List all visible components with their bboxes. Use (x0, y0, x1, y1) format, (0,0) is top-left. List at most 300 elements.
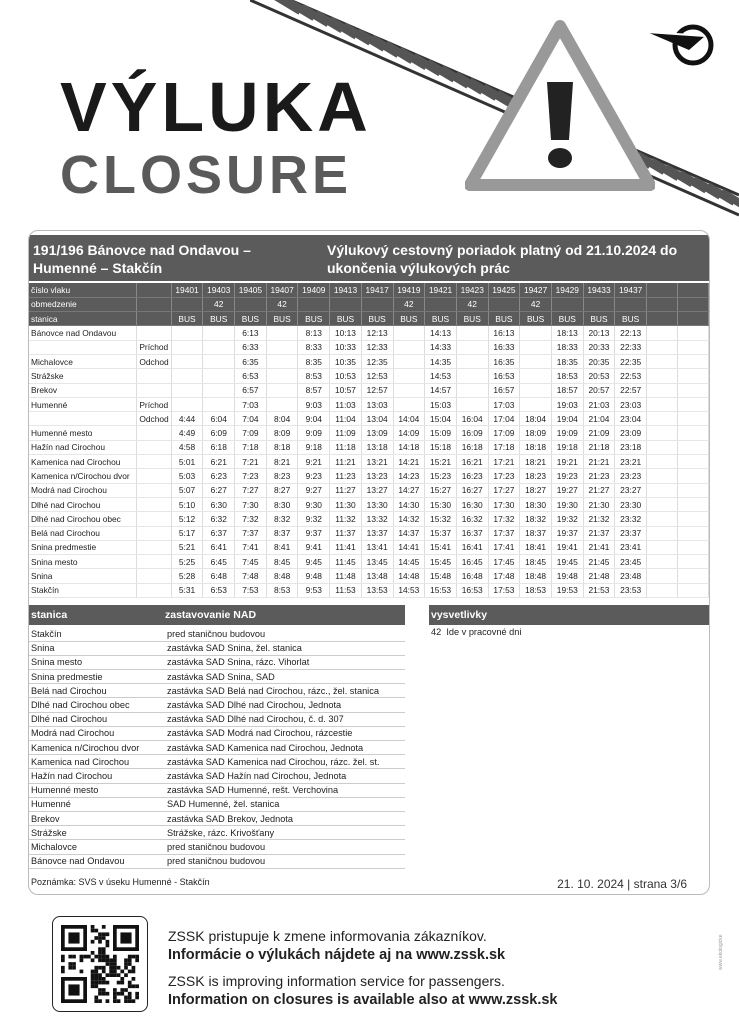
time-cell: 12:13 (361, 326, 393, 340)
time-cell: 11:30 (330, 497, 362, 511)
qr-module (113, 958, 117, 962)
time-cell: 21:23 (583, 469, 615, 483)
time-cell: 15:45 (425, 555, 457, 569)
time-cell: 17:09 (488, 426, 520, 440)
time-cell: 19421 (425, 283, 457, 297)
qr-module (80, 958, 84, 962)
time-cell: 9:45 (298, 555, 330, 569)
time-cell: 4:49 (171, 426, 203, 440)
time-cell (456, 354, 488, 368)
time-cell: 5:12 (171, 512, 203, 526)
time-cell (647, 426, 678, 440)
time-cell: 16:48 (456, 569, 488, 583)
nad-stop: Strážske, rázc. Krivošťany (165, 826, 405, 840)
time-cell: 14:18 (393, 440, 425, 454)
timetable-row (29, 354, 709, 368)
station-cell: Bánovce nad Ondavou (29, 326, 137, 340)
time-cell (647, 340, 678, 354)
time-cell (647, 497, 678, 511)
qr-module (94, 977, 98, 981)
time-cell: 21:41 (583, 540, 615, 554)
time-cell (393, 326, 425, 340)
time-cell: 42 (203, 297, 235, 311)
time-cell: 21:04 (583, 412, 615, 426)
time-cell (171, 383, 203, 397)
qr-module (102, 992, 106, 996)
time-cell: 22:35 (615, 354, 647, 368)
time-cell: 18:57 (551, 383, 583, 397)
time-cell: 18:09 (520, 426, 552, 440)
time-cell: 17:18 (488, 440, 520, 454)
qr-module (98, 966, 102, 970)
qr-module (102, 955, 106, 959)
time-cell (677, 569, 708, 583)
time-cell: 19:37 (551, 526, 583, 540)
time-cell: 5:03 (171, 469, 203, 483)
time-cell: 8:09 (266, 426, 298, 440)
qr-module (98, 999, 102, 1003)
qr-module (94, 936, 98, 940)
time-cell: 11:21 (330, 455, 362, 469)
time-cell (520, 340, 552, 354)
time-cell: 7:37 (235, 526, 267, 540)
time-cell: 13:18 (361, 440, 393, 454)
qr-module (80, 955, 84, 959)
time-cell: 11:23 (330, 469, 362, 483)
qr-module (61, 958, 65, 962)
time-cell: 7:04 (235, 412, 267, 426)
time-cell: 17:48 (488, 569, 520, 583)
station-cell: číslo vlaku (29, 283, 137, 297)
station-cell: Modrá nad Cirochou (29, 483, 137, 497)
nad-row (29, 627, 405, 641)
qr-module (94, 929, 98, 933)
time-cell: 18:53 (520, 583, 552, 597)
time-cell (677, 397, 708, 411)
time-cell (171, 397, 203, 411)
nad-row (29, 840, 405, 854)
explanations-header: vysvetlivky (429, 605, 710, 625)
time-cell: 13:21 (361, 455, 393, 469)
time-cell: 5:28 (171, 569, 203, 583)
time-cell (647, 369, 678, 383)
time-cell: 15:09 (425, 426, 457, 440)
time-cell: 8:45 (266, 555, 298, 569)
time-cell (677, 354, 708, 368)
station-cell: Michalovce (29, 354, 137, 368)
qr-module (124, 962, 128, 966)
station-cell: obmedzenie (29, 297, 137, 311)
time-cell (393, 340, 425, 354)
timetable-row (29, 369, 709, 383)
qr-module (132, 966, 136, 970)
time-cell (677, 283, 708, 297)
time-cell (456, 383, 488, 397)
nad-station: Bánovce nad Ondavou (29, 854, 165, 868)
qr-module (128, 955, 132, 959)
qr-module (113, 955, 117, 959)
qr-module (98, 977, 102, 981)
qr-module (102, 977, 106, 981)
time-cell: 23:27 (615, 483, 647, 497)
time-cell: 22:53 (615, 369, 647, 383)
time-cell: 13:53 (361, 583, 393, 597)
time-cell: 19:04 (551, 412, 583, 426)
timetable-header-row (29, 297, 709, 311)
qr-module (128, 958, 132, 962)
qr-module (94, 999, 98, 1003)
time-cell: 19413 (330, 283, 362, 297)
time-cell: 6:53 (203, 583, 235, 597)
time-cell: 23:45 (615, 555, 647, 569)
time-cell: 19407 (266, 283, 298, 297)
time-cell: 15:37 (425, 526, 457, 540)
time-cell: 9:23 (298, 469, 330, 483)
time-cell: 14:21 (393, 455, 425, 469)
time-cell (203, 383, 235, 397)
qr-module (91, 973, 95, 977)
time-cell: 42 (520, 297, 552, 311)
time-cell (647, 354, 678, 368)
qr-module (91, 970, 95, 974)
time-cell (677, 412, 708, 426)
qr-module (94, 973, 98, 977)
qr-module (135, 996, 139, 1000)
qr-module (98, 936, 102, 940)
station-cell: Dlhé nad Cirochou (29, 497, 137, 511)
nad-stop: zastávka SAD Modrá nad Cirochou, rázcestie (165, 726, 405, 740)
time-cell: 14:35 (425, 354, 457, 368)
qr-module (106, 940, 110, 944)
qr-module (128, 996, 132, 1000)
qr-module (113, 999, 117, 1003)
time-cell (137, 469, 171, 483)
time-cell: 23:37 (615, 526, 647, 540)
qr-module (117, 981, 121, 985)
time-cell: Príchod (137, 340, 171, 354)
time-cell: 8:18 (266, 440, 298, 454)
qr-code[interactable] (52, 916, 148, 1012)
time-cell: 18:18 (520, 440, 552, 454)
nad-col1: stanica (31, 609, 68, 621)
time-cell: 19:48 (551, 569, 583, 583)
time-cell: 19401 (171, 283, 203, 297)
nad-row (29, 826, 405, 840)
qr-module (91, 981, 95, 985)
time-cell: 7:09 (235, 426, 267, 440)
qr-module (102, 932, 106, 936)
nad-row (29, 670, 405, 684)
time-cell: 16:53 (488, 369, 520, 383)
time-cell (647, 312, 678, 326)
time-cell: 19427 (520, 283, 552, 297)
qr-module (113, 973, 117, 977)
time-cell: 14:45 (393, 555, 425, 569)
time-cell: 9:53 (298, 583, 330, 597)
station-cell: Humenné mesto (29, 426, 137, 440)
qr-module (61, 955, 65, 959)
time-cell: 8:13 (298, 326, 330, 340)
time-cell: 23:18 (615, 440, 647, 454)
time-cell: 14:27 (393, 483, 425, 497)
station-cell: Snina (29, 569, 137, 583)
time-cell: 8:30 (266, 497, 298, 511)
time-cell (520, 397, 552, 411)
time-cell: 8:57 (298, 383, 330, 397)
time-cell: 6:21 (203, 455, 235, 469)
time-cell (235, 297, 267, 311)
station-cell: Belá nad Cirochou (29, 526, 137, 540)
time-cell: 13:37 (361, 526, 393, 540)
time-cell (647, 469, 678, 483)
time-cell: 9:18 (298, 440, 330, 454)
time-cell: 5:25 (171, 555, 203, 569)
qr-module (91, 951, 95, 955)
qr-module (61, 970, 65, 974)
qr-module (117, 973, 121, 977)
qr-module (106, 992, 110, 996)
time-cell (393, 383, 425, 397)
time-cell (551, 297, 583, 311)
time-cell: 19:18 (551, 440, 583, 454)
time-cell: 19429 (551, 283, 583, 297)
time-cell: 6:04 (203, 412, 235, 426)
timetable-panel (28, 230, 710, 895)
nad-header (29, 605, 405, 625)
nad-stop: zastávka SAD Snina, žel. stanica (165, 641, 405, 655)
time-cell: 7:21 (235, 455, 267, 469)
notice-title: Výlukový cestovný poriadok platný od 21.10.2024 do ukončenia výlukových prác (327, 242, 678, 276)
time-cell (266, 354, 298, 368)
time-cell (647, 326, 678, 340)
qr-module (94, 970, 98, 974)
nad-row (29, 755, 405, 769)
time-cell: 14:09 (393, 426, 425, 440)
time-cell: 11:18 (330, 440, 362, 454)
time-cell (647, 412, 678, 426)
time-cell: 15:23 (425, 469, 457, 483)
time-cell (647, 512, 678, 526)
nad-stop: zastávka SAD Brekov, Jednota (165, 811, 405, 825)
nad-station: Dlhé nad Cirochou obec (29, 698, 165, 712)
time-cell: 19:23 (551, 469, 583, 483)
time-cell: 13:09 (361, 426, 393, 440)
time-cell: 18:48 (520, 569, 552, 583)
qr-module (128, 962, 132, 966)
time-cell: 19:30 (551, 497, 583, 511)
time-cell (137, 297, 171, 311)
time-cell: BUS (298, 312, 330, 326)
time-cell: 15:32 (425, 512, 457, 526)
nad-station: Snina predmestie (29, 670, 165, 684)
time-cell: 20:33 (583, 340, 615, 354)
time-cell: 5:10 (171, 497, 203, 511)
qr-module (113, 992, 117, 996)
qr-module (98, 988, 102, 992)
qr-module (132, 970, 136, 974)
nad-stop: pred staničnou budovou (165, 854, 405, 868)
time-cell: 6:18 (203, 440, 235, 454)
time-cell: 19:09 (551, 426, 583, 440)
time-cell: 18:41 (520, 540, 552, 554)
qr-module (102, 981, 106, 985)
time-cell: 7:18 (235, 440, 267, 454)
note: Poznámka: SVS v úseku Humenné - Stakčín (31, 877, 210, 887)
time-cell (171, 297, 203, 311)
time-cell (393, 397, 425, 411)
time-cell: 10:35 (330, 354, 362, 368)
time-cell: 10:57 (330, 383, 362, 397)
time-cell: 7:32 (235, 512, 267, 526)
time-cell: 18:27 (520, 483, 552, 497)
time-cell: 13:30 (361, 497, 393, 511)
time-cell: 16:23 (456, 469, 488, 483)
nad-stop: zastávka SAD Kamenica nad Cirochou, Jednota (165, 741, 405, 755)
qr-module (87, 955, 91, 959)
time-cell (171, 326, 203, 340)
time-cell (393, 369, 425, 383)
time-cell (137, 440, 171, 454)
time-cell: 11:04 (330, 412, 362, 426)
time-cell: 16:30 (456, 497, 488, 511)
time-cell: 18:13 (551, 326, 583, 340)
time-cell: 11:48 (330, 569, 362, 583)
nad-row (29, 854, 405, 868)
time-cell: 21:32 (583, 512, 615, 526)
time-cell: 23:09 (615, 426, 647, 440)
time-cell: BUS (615, 312, 647, 326)
qr-module (91, 977, 95, 981)
qr-module (98, 992, 102, 996)
qr-module (109, 962, 113, 966)
time-cell: 7:48 (235, 569, 267, 583)
nad-station: Snina mesto (29, 655, 165, 669)
time-cell: 6:35 (235, 354, 267, 368)
time-cell: 8:53 (266, 583, 298, 597)
time-cell: 13:27 (361, 483, 393, 497)
time-cell: 19417 (361, 283, 393, 297)
time-cell: 19425 (488, 283, 520, 297)
time-cell: BUS (235, 312, 267, 326)
time-cell (647, 526, 678, 540)
timetable-row (29, 555, 709, 569)
nad-row (29, 698, 405, 712)
time-cell: 16:45 (456, 555, 488, 569)
timetable-row (29, 326, 709, 340)
time-cell: 13:32 (361, 512, 393, 526)
time-cell: 18:35 (551, 354, 583, 368)
station-cell: Brekov (29, 383, 137, 397)
time-cell: 19405 (235, 283, 267, 297)
time-cell: 12:53 (361, 369, 393, 383)
time-cell: 13:45 (361, 555, 393, 569)
footer-en-2[interactable]: Information on closures is available also at www.zssk.sk (168, 992, 558, 1008)
time-cell: 14:48 (393, 569, 425, 583)
time-cell (677, 340, 708, 354)
time-cell: 15:30 (425, 497, 457, 511)
qr-module (98, 947, 102, 951)
qr-module (109, 973, 113, 977)
time-cell: 7:03 (235, 397, 267, 411)
time-cell (203, 354, 235, 368)
qr-module (68, 966, 72, 970)
time-cell: 22:13 (615, 326, 647, 340)
qr-module (106, 932, 110, 936)
time-cell: 5:07 (171, 483, 203, 497)
time-cell: 20:35 (583, 354, 615, 368)
qr-module (102, 970, 106, 974)
time-cell: 23:32 (615, 512, 647, 526)
time-cell: 8:53 (298, 369, 330, 383)
time-cell (520, 383, 552, 397)
nad-station: Humenné (29, 797, 165, 811)
qr-module (106, 944, 110, 948)
qr-module (128, 992, 132, 996)
time-cell: 8:23 (266, 469, 298, 483)
timetable-row (29, 440, 709, 454)
time-cell: 18:33 (551, 340, 583, 354)
station-cell (29, 340, 137, 354)
nad-table (29, 627, 405, 869)
qr-module (128, 984, 132, 988)
time-cell: 14:32 (393, 512, 425, 526)
qr-module (68, 962, 72, 966)
station-cell: Humenné (29, 397, 137, 411)
time-cell: 18:32 (520, 512, 552, 526)
nad-stop: zastávka SAD Dlhé nad Cirochou, Jednota (165, 698, 405, 712)
time-cell: 13:23 (361, 469, 393, 483)
time-cell: 8:35 (298, 354, 330, 368)
nad-stop: zastávka SAD Belá nad Cirochou, rázc., žel. stanica (165, 684, 405, 698)
footer-sk-2[interactable]: Informácie o výlukách nájdete aj na www.zssk.sk (168, 947, 506, 963)
time-cell: 20:13 (583, 326, 615, 340)
nad-stop: zastávka SAD Dlhé nad Cirochou, č. d. 307 (165, 712, 405, 726)
time-cell: 14:57 (425, 383, 457, 397)
time-cell: 15:41 (425, 540, 457, 554)
time-cell (677, 483, 708, 497)
timetable-row (29, 583, 709, 597)
time-cell: 16:18 (456, 440, 488, 454)
time-cell: 12:57 (361, 383, 393, 397)
time-cell: 21:53 (583, 583, 615, 597)
time-cell (647, 397, 678, 411)
time-cell: 21:03 (583, 397, 615, 411)
time-cell: 12:33 (361, 340, 393, 354)
time-cell (137, 497, 171, 511)
nad-station: Stakčín (29, 627, 165, 641)
qr-module (102, 988, 106, 992)
time-cell: 14:37 (393, 526, 425, 540)
time-cell: 16:21 (456, 455, 488, 469)
qr-module (98, 958, 102, 962)
time-cell (520, 354, 552, 368)
time-cell: 9:37 (298, 526, 330, 540)
time-cell: 8:33 (298, 340, 330, 354)
qr-module (120, 932, 131, 943)
time-cell: 18:53 (551, 369, 583, 383)
time-cell: 19433 (583, 283, 615, 297)
time-cell: 23:23 (615, 469, 647, 483)
qr-module (98, 955, 102, 959)
qr-module (109, 970, 113, 974)
time-cell (137, 326, 171, 340)
nad-station: Kamenica nad Cirochou (29, 755, 165, 769)
side-text: www.ekologicke (718, 934, 724, 970)
qr-module (113, 988, 117, 992)
page-info: 21. 10. 2024 | strana 3/6 (557, 877, 687, 891)
time-cell: 18:21 (520, 455, 552, 469)
time-cell: 13:04 (361, 412, 393, 426)
